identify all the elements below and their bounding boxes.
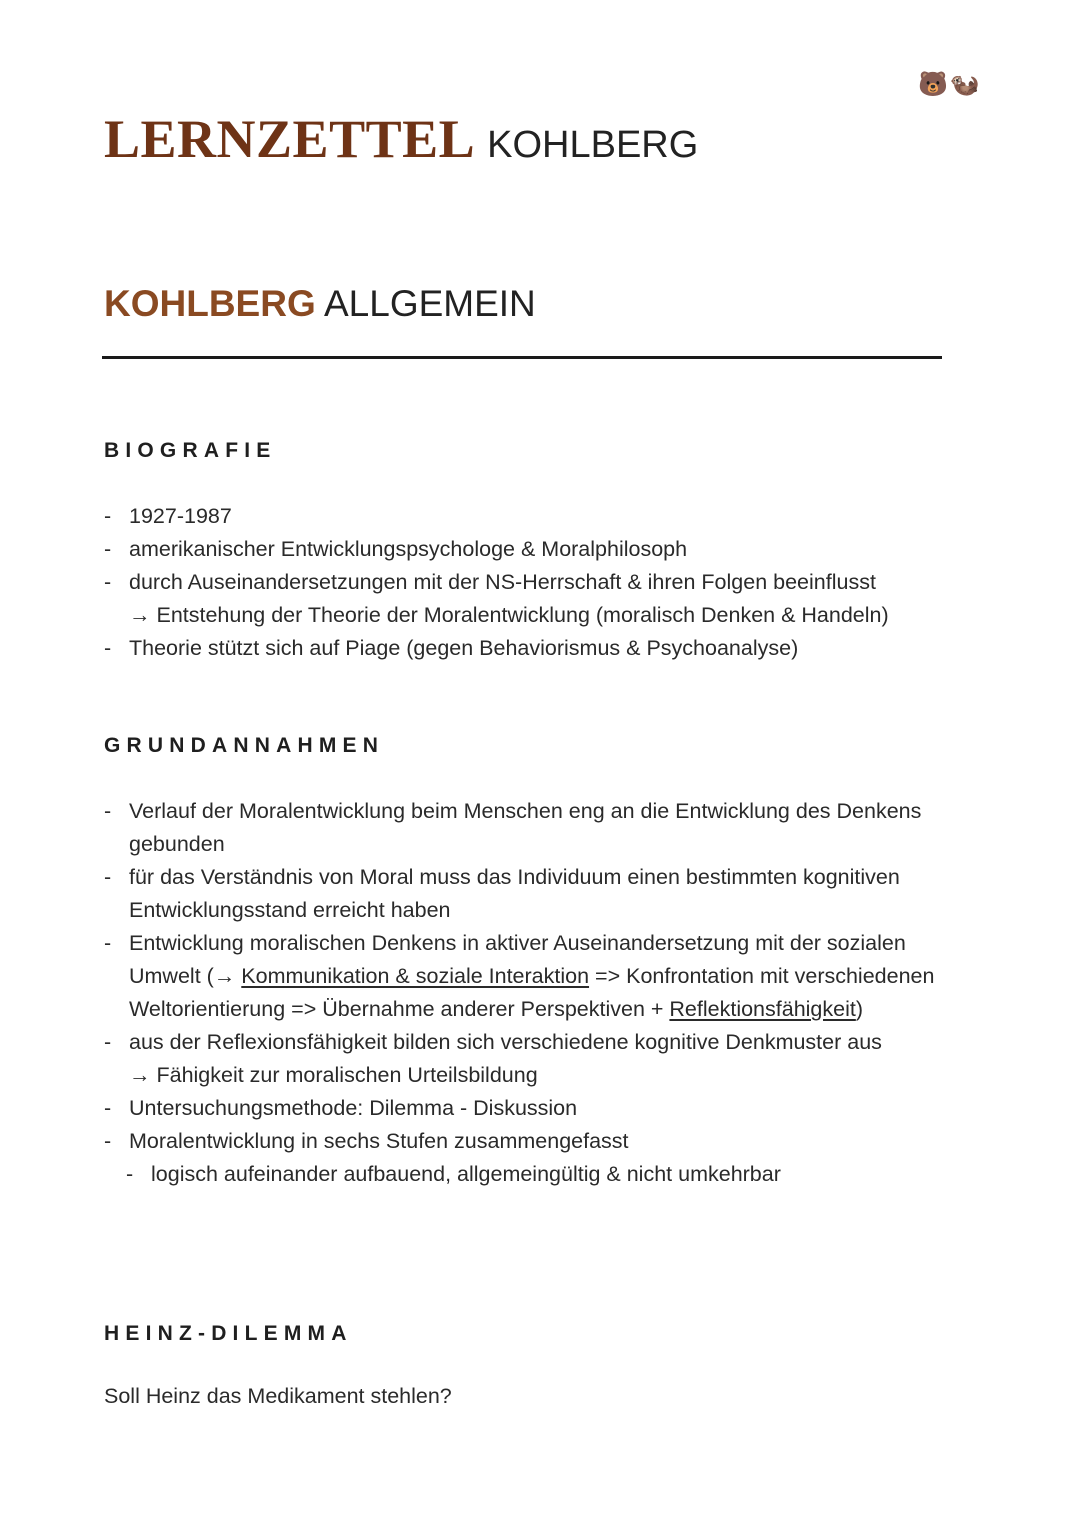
section-title-accent: KOHLBERG	[104, 283, 316, 324]
heading-heinz-dilemma: HEINZ-DILEMMA	[104, 1322, 353, 1345]
section-divider	[102, 356, 942, 359]
list-subitem: - logisch aufeinander aufbauend, allgemeingültig & nicht umkehrbar	[126, 1162, 781, 1186]
title-sub: KOHLBERG	[487, 124, 699, 166]
heinz-question: Soll Heinz das Medikament stehlen?	[104, 1384, 452, 1408]
page-title	[104, 108, 698, 170]
list-item: - amerikanischer Entwicklungspsychologe & Moralphilosoph	[104, 537, 688, 561]
underlined-text: Kommunikation & soziale Interaktion	[241, 964, 590, 988]
list-item: - durch Auseinandersetzungen mit der NS-Herrschaft & ihren Folgen beeinflusst	[104, 570, 876, 594]
list-item: - Moralentwicklung in sechs Stufen zusammengefasst	[104, 1129, 629, 1153]
bear-otter-icon: 🐻🦦	[918, 70, 982, 98]
list-item: - aus der Reflexionsfähigkeit bilden sich verschiedene kognitive Denkmuster aus	[104, 1030, 882, 1054]
list-item: - für das Verständnis von Moral muss das Individuum einen bestimmten kognitiven Entwicklungsstand erreicht haben	[104, 865, 900, 922]
heading-grundannahmen: GRUNDANNAHMEN	[104, 734, 385, 757]
list-item: - Theorie stützt sich auf Piage (gegen Behaviorismus & Psychoanalyse)	[104, 636, 799, 660]
section-title-rest: ALLGEMEIN	[323, 283, 536, 324]
grundannahmen-list	[104, 795, 964, 1191]
heading-biografie: BIOGRAFIE	[104, 439, 277, 462]
list-item: - 1927-1987	[104, 504, 232, 528]
biografie-list	[104, 500, 984, 665]
list-item-continuation: → Fähigkeit zur moralischen Urteilsbildung	[129, 1063, 538, 1087]
title-main: LERNZETTEL	[104, 109, 476, 169]
list-item: - Verlauf der Moralentwicklung beim Menschen eng an die Entwicklung des Denkens gebunden	[104, 799, 922, 856]
section-title	[104, 283, 536, 325]
list-item: - Entwicklung moralischen Denkens in aktiver Auseinandersetzung mit der sozialen Umwelt (→ Kommunikation & soziale Interaktion => Konfrontation mit verschiedenen Weltorientierung => Übernahme anderer Perspektiven + Reflektionsfähigkeit)	[104, 931, 935, 1021]
underlined-text: Reflektionsfähigkeit	[669, 997, 856, 1021]
list-item-continuation: → Entstehung der Theorie der Moralentwicklung (moralisch Denken & Handeln)	[129, 603, 889, 627]
list-item: - Untersuchungsmethode: Dilemma - Diskussion	[104, 1096, 578, 1120]
